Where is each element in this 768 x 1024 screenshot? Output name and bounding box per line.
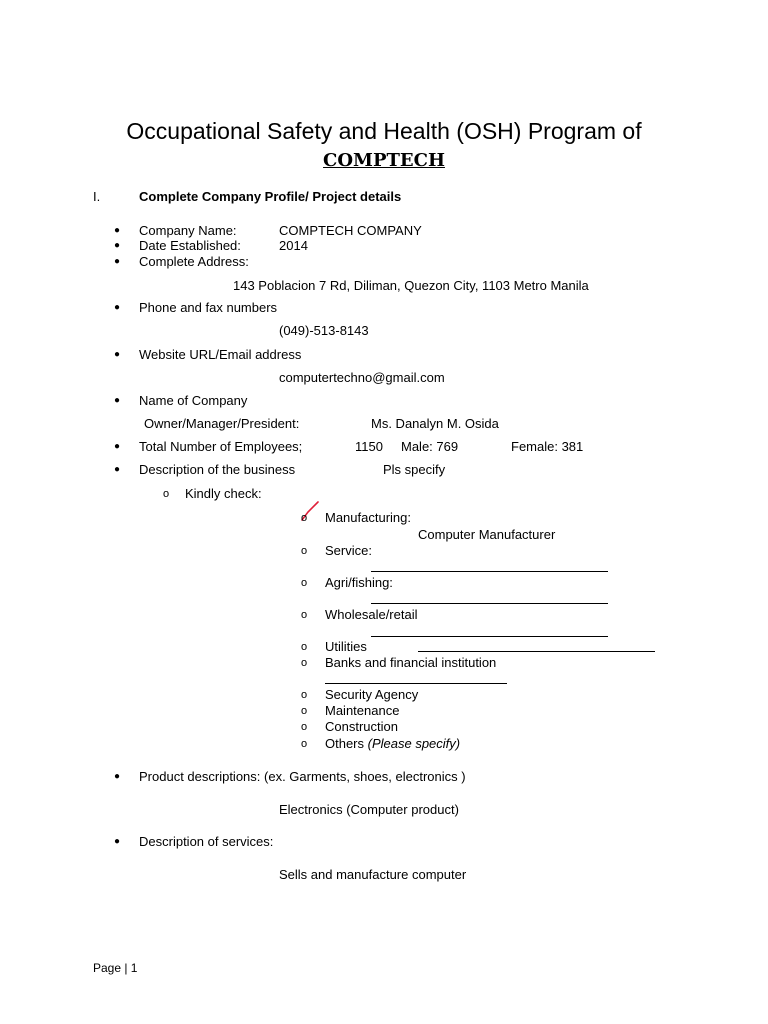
manufacturing-detail: Computer Manufacturer: [418, 527, 556, 542]
company-name-label: Company Name:: [139, 223, 237, 238]
company-title-text: COMPTECH: [323, 150, 445, 171]
manufacturing-option: Manufacturing:: [325, 510, 411, 525]
sub-bullet-icon: o: [301, 512, 308, 524]
agri-blank-line: [371, 603, 608, 604]
agri-option: Agri/fishing:: [325, 575, 393, 590]
owner-value: Ms. Danalyn M. Osida: [371, 416, 499, 431]
product-value: Electronics (Computer product): [279, 802, 459, 817]
business-label: Description of the business: [139, 462, 296, 477]
owner-sublabel: Owner/Manager/President:: [144, 416, 300, 431]
business-note: Pls specify: [383, 462, 446, 477]
employees-total: 1150: [355, 439, 383, 454]
bullet-icon: ●: [114, 464, 121, 475]
sub-bullet-icon: o: [301, 545, 308, 557]
company-name-value: COMPTECH COMPANY: [279, 223, 422, 238]
employees-label: Total Number of Employees;: [139, 439, 303, 454]
date-established-value: 2014: [279, 238, 308, 253]
others-note: (Please specify): [367, 736, 461, 751]
bullet-icon: ●: [114, 441, 121, 452]
sub-bullet-icon: o: [163, 488, 170, 500]
services-value: Sells and manufacture computer: [279, 867, 467, 882]
employees-male: Male: 769: [401, 439, 459, 454]
maintenance-option: Maintenance: [325, 703, 400, 718]
address-value: 143 Poblacion 7 Rd, Diliman, Quezon City, 1103 Metro Manila: [233, 278, 589, 293]
sub-bullet-icon: o: [301, 689, 308, 701]
sub-bullet-icon: o: [301, 738, 308, 750]
wholesale-blank-line: [371, 636, 608, 637]
phone-value: (049)-513-8143: [279, 323, 369, 338]
others-label: Others: [325, 736, 365, 751]
sub-bullet-icon: o: [301, 705, 308, 717]
address-label: Complete Address:: [139, 254, 249, 269]
utilities-option: Utilities: [325, 639, 367, 654]
company-title: [0, 150, 768, 172]
bullet-icon: ●: [114, 256, 121, 267]
bullet-icon: ●: [114, 240, 121, 251]
website-label: Website URL/Email address: [139, 347, 302, 362]
sub-bullet-icon: o: [301, 657, 308, 669]
bullet-icon: ●: [114, 836, 121, 847]
document-title: Occupational Safety and Health (OSH) Program of: [126, 118, 642, 144]
website-value: computertechno@gmail.com: [279, 370, 445, 385]
employees-female: Female: 381: [511, 439, 584, 454]
bullet-icon: ●: [114, 302, 121, 313]
section-heading: Complete Company Profile/ Project details: [139, 189, 402, 204]
services-label: Description of services:: [139, 834, 274, 849]
section-number: I.: [93, 189, 101, 204]
banks-blank-line: [325, 683, 507, 684]
sub-bullet-icon: o: [301, 577, 308, 589]
wholesale-option: Wholesale/retail: [325, 607, 418, 622]
utilities-blank-line: [418, 651, 655, 652]
sub-bullet-icon: o: [301, 609, 308, 621]
bullet-icon: ●: [114, 395, 121, 406]
phone-label: Phone and fax numbers: [139, 300, 278, 315]
service-blank-line: [371, 571, 608, 572]
bullet-icon: ●: [114, 349, 121, 360]
sub-bullet-icon: o: [301, 721, 308, 733]
others-option: [325, 736, 460, 752]
kindly-check-label: Kindly check:: [185, 486, 262, 501]
sub-bullet-icon: o: [301, 641, 308, 653]
service-option: Service:: [325, 543, 372, 558]
bullet-icon: ●: [114, 771, 121, 782]
date-established-label: Date Established:: [139, 238, 241, 253]
banks-option: Banks and financial institution: [325, 655, 497, 670]
product-label: Product descriptions: (ex. Garments, shoes, electronics ): [139, 769, 466, 784]
construction-option: Construction: [325, 719, 398, 734]
security-option: Security Agency: [325, 687, 419, 702]
owner-label: Name of Company: [139, 393, 248, 408]
bullet-icon: ●: [114, 225, 121, 236]
page-number: Page | 1: [93, 961, 138, 975]
